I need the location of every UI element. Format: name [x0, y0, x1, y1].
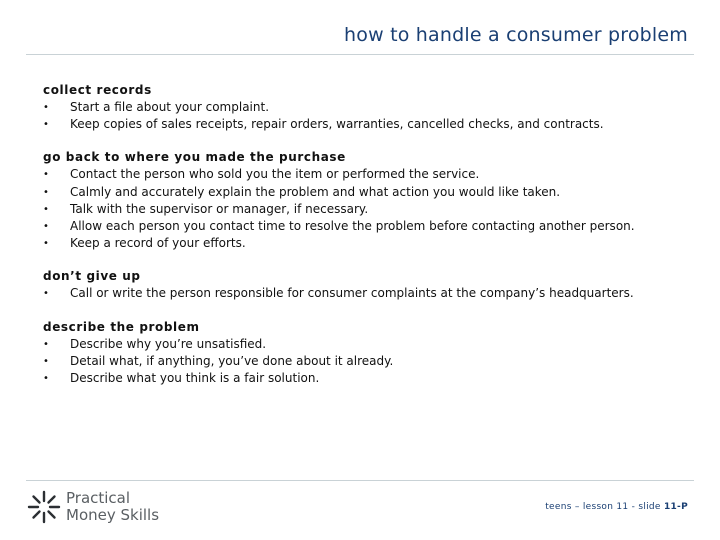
top-divider: [26, 54, 694, 55]
list-item: • Detail what, if anything, you’ve done about it already.: [43, 353, 693, 370]
bullet-icon: •: [43, 355, 49, 367]
list-item: • Keep a record of your efforts.: [43, 235, 693, 252]
bullet-icon: •: [43, 169, 49, 181]
section-heading: collect records: [43, 83, 152, 97]
slide-number: 11-P: [663, 502, 688, 512]
section-heading: don’t give up: [43, 269, 141, 284]
section-collect-records: [43, 82, 693, 133]
list-item: • Calmly and accurately explain the problem and what action you would like taken.: [43, 184, 693, 201]
slide-title: how to handle a consumer problem: [344, 24, 688, 46]
list-item: • Start a file about your complaint.: [43, 99, 693, 116]
bullet-icon: •: [43, 186, 49, 198]
section-heading: describe the problem: [43, 319, 200, 334]
bullet-icon: •: [43, 238, 49, 250]
bullet-icon: •: [43, 338, 49, 350]
practical-money-skills-logo: [26, 489, 159, 525]
section-dont-give-up: [43, 268, 693, 302]
list-item: • Describe what you think is a fair solution.: [43, 370, 693, 387]
section-go-back: [43, 149, 693, 252]
section-heading: go back to where you made the purchase: [43, 150, 346, 165]
bullet-icon: •: [43, 119, 49, 131]
bullet-icon: •: [43, 288, 49, 300]
logo-wordmark: Practical Money Skills: [66, 489, 160, 524]
bullet-list: [43, 285, 693, 302]
footer-lesson-text: teens – lesson 11 - slide: [545, 502, 664, 512]
list-item: • Describe why you’re unsatisfied.: [43, 336, 693, 353]
bottom-divider: [26, 480, 694, 481]
list-item: • Keep copies of sales receipts, repair orders, warranties, cancelled checks, and contracts.: [43, 116, 693, 133]
bullet-icon: •: [43, 373, 49, 385]
slide-footer: [545, 502, 688, 512]
bullet-list: [43, 166, 693, 252]
bullet-icon: •: [43, 221, 49, 233]
section-describe-problem: [43, 319, 693, 388]
starburst-logo-icon: [26, 489, 62, 525]
list-item: • Contact the person who sold you the item or performed the service.: [43, 166, 693, 183]
list-item: • Call or write the person responsible for consumer complaints at the company’s headquarters.: [43, 285, 693, 302]
list-item: • Talk with the supervisor or manager, if necessary.: [43, 201, 693, 218]
slide-content: [43, 82, 693, 403]
bullet-list: [43, 99, 693, 133]
list-item: • Allow each person you contact time to resolve the problem before contacting another person.: [43, 218, 693, 235]
bullet-icon: •: [43, 102, 49, 113]
bullet-list: [43, 336, 693, 388]
bullet-icon: •: [43, 203, 49, 215]
